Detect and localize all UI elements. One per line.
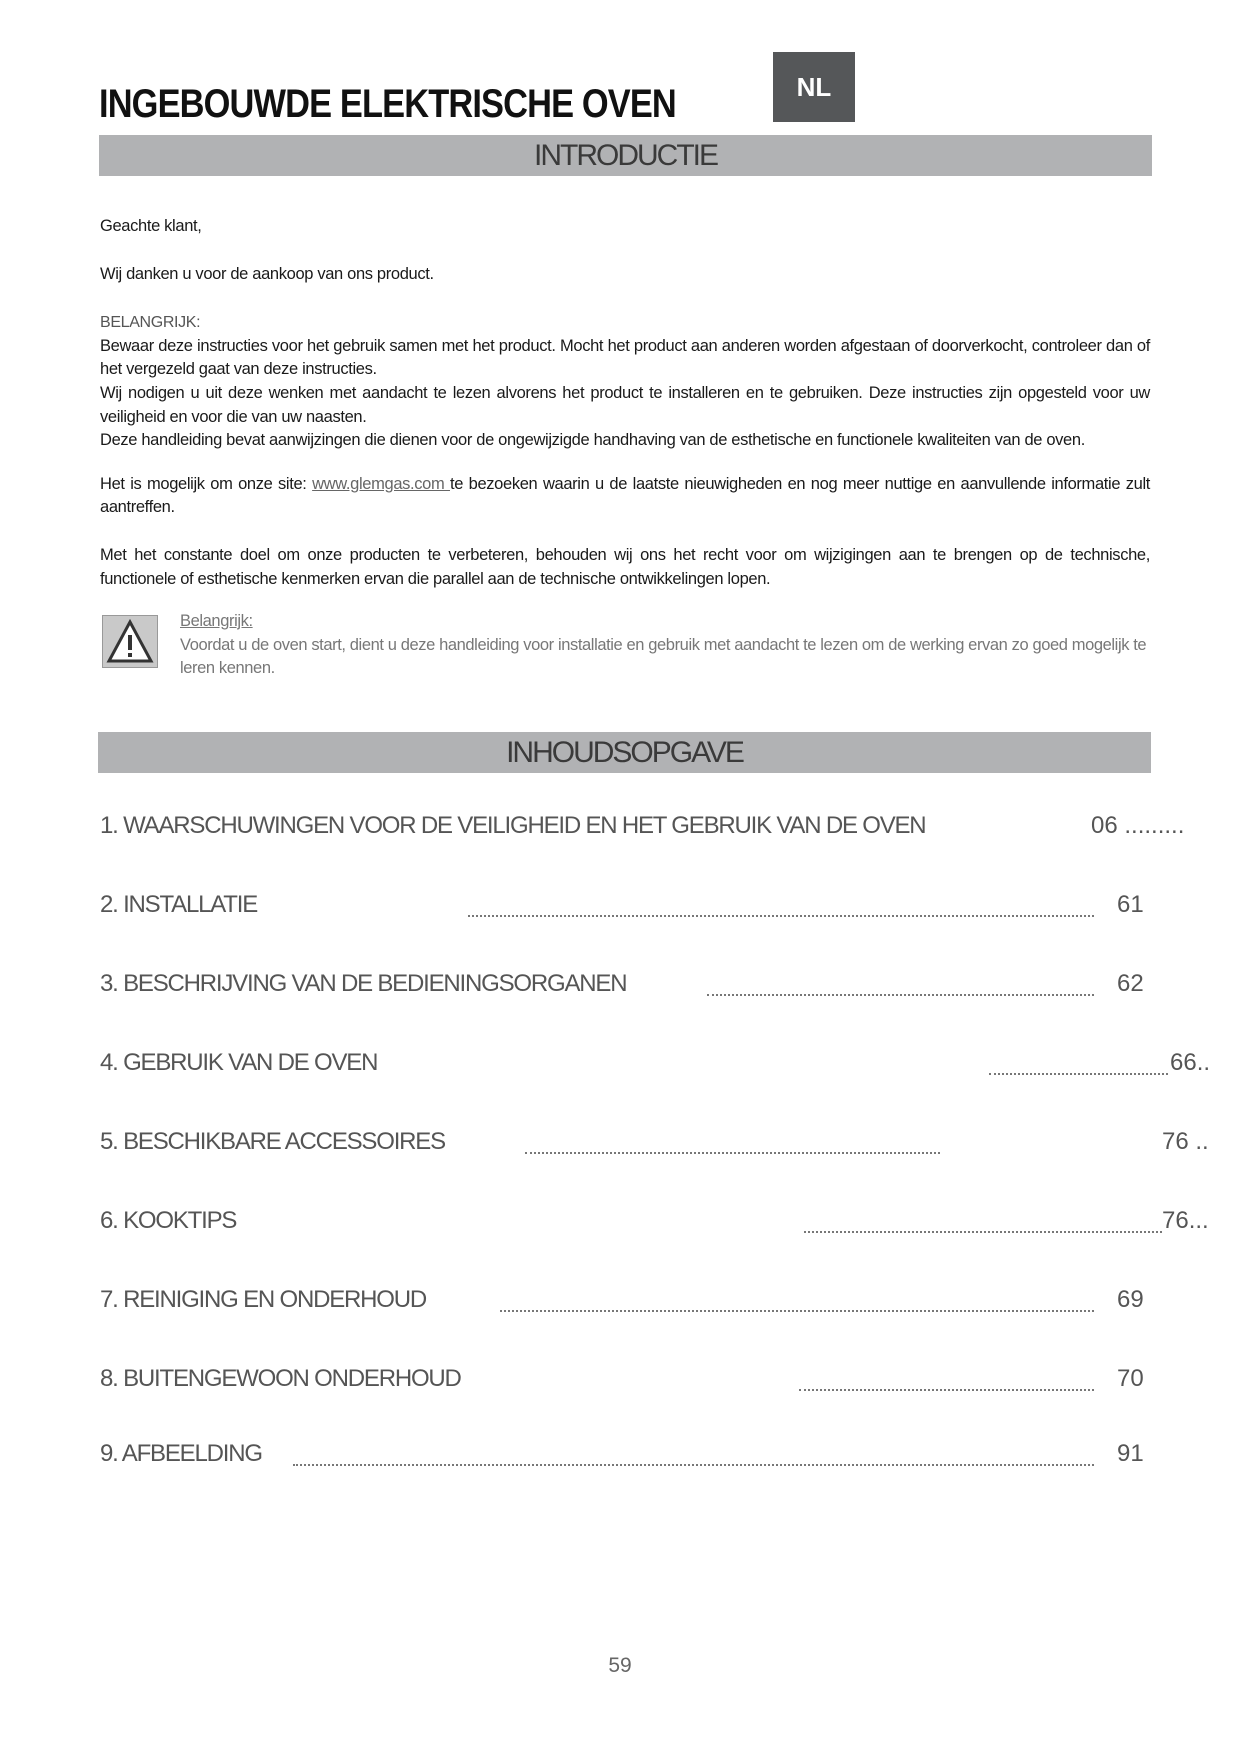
toc-item[interactable] xyxy=(0,1365,1241,1399)
dot-leader xyxy=(989,1073,1168,1075)
toc-item-label: 1. WAARSCHUWINGEN VOOR DE VEILIGHEID EN HET GEBRUIK VAN DE OVEN xyxy=(100,812,926,839)
toc-item[interactable] xyxy=(0,891,1241,925)
warning-note xyxy=(180,610,1150,681)
page-number: 59 xyxy=(608,1654,632,1677)
toc-item-label: 7. REINIGING EN ONDERHOUD xyxy=(100,1286,427,1313)
site-suffix: te bezoeken waarin u de laatste nieuwigheden en nog meer nuttige en aanvullende informatie zult aantreffen. xyxy=(100,474,1151,517)
toc-item-page: 06 ......... xyxy=(1091,812,1185,839)
dot-leader xyxy=(804,1231,1162,1233)
dot-leader xyxy=(525,1152,940,1154)
paragraph-product-changes: Met het constante doel om onze producten te verbeteren, behouden wij ons het recht voor om wijzigingen aan te brengen op de technische, functionele of esthetische kenmerken ervan die parallel aan de technische ontwikkelingen lopen. xyxy=(100,545,1150,588)
toc-item[interactable] xyxy=(0,1207,1241,1241)
toc-item-page: 76... xyxy=(1162,1207,1209,1234)
warning-text: Voordat u de oven start, dient u deze handleiding voor installatie en gebruik met aandacht te lezen om de werking ervan zo goed mogelijk te leren kennen. xyxy=(180,635,1147,678)
warning-label: Belangrijk: xyxy=(180,612,253,630)
toc-item-label: 4. GEBRUIK VAN DE OVEN xyxy=(100,1049,378,1076)
toc-item-label: 9. AFBEELDING xyxy=(100,1440,262,1467)
toc-item-page: 69 xyxy=(1117,1286,1144,1313)
toc-item-page: 91 xyxy=(1117,1440,1144,1467)
toc-item-page: 76 .. xyxy=(1162,1128,1209,1155)
toc-item-page: 70 xyxy=(1117,1365,1144,1392)
important-label: BELANGRIJK: xyxy=(100,314,201,332)
website-link[interactable]: www.glemgas.com xyxy=(312,474,450,493)
paragraph-website xyxy=(100,473,1150,520)
paragraph-keep-instructions: Bewaar deze instructies voor het gebruik samen met het product. Mocht het product aan anderen worden afgestaan of doorverkocht, controleer dan of het vergezeld gaat van deze instructies. xyxy=(100,336,1150,379)
language-badge: NL xyxy=(773,52,855,122)
toc-item[interactable] xyxy=(0,812,1241,846)
toc-item-page: 66.. xyxy=(1170,1049,1211,1076)
greeting: Geachte klant, xyxy=(100,217,202,235)
toc-item[interactable] xyxy=(0,1286,1241,1320)
toc-item[interactable] xyxy=(0,1128,1241,1162)
section-header-introductie: INTRODUCTIE xyxy=(99,135,1152,176)
dot-leader xyxy=(468,915,1094,917)
section-header-inhoudsopgave: INHOUDSOPGAVE xyxy=(98,732,1151,773)
dot-leader xyxy=(293,1464,1094,1466)
toc-item-label: 2. INSTALLATIE xyxy=(100,891,258,918)
toc-item[interactable] xyxy=(0,1049,1241,1083)
toc-item-label: 5. BESCHIKBARE ACCESSOIRES xyxy=(100,1128,445,1155)
toc-item-label: 6. KOOKTIPS xyxy=(100,1207,237,1234)
toc-item-page: 61 xyxy=(1117,891,1144,918)
dot-leader xyxy=(500,1310,1094,1312)
intro-text xyxy=(100,215,1150,591)
warning-icon xyxy=(102,615,158,668)
paragraph-manual-contents: Deze handleiding bevat aanwijzingen die dienen voor de ongewijzigde handhaving van de esthetische en functionele kwaliteiten van de oven. xyxy=(100,431,1085,450)
site-prefix: Het is mogelijk om onze site: xyxy=(100,474,313,493)
dot-leader xyxy=(799,1389,1094,1391)
paragraph-read-carefully: Wij nodigen u uit deze wenken met aandacht te lezen alvorens het product te installeren en te gebruiken. Deze instructies zijn opgesteld voor uw veiligheid en voor die van uw naasten. xyxy=(100,383,1150,426)
document-title: INGEBOUWDE ELEKTRISCHE OVEN xyxy=(99,82,676,126)
thanks-text: Wij danken u voor de aankoop van ons product. xyxy=(100,264,434,283)
toc-item[interactable] xyxy=(0,1440,1241,1474)
toc-item-label: 8. BUITENGEWOON ONDERHOUD xyxy=(100,1365,461,1392)
toc-item-page: 62 xyxy=(1117,970,1144,997)
toc-item[interactable] xyxy=(0,970,1241,1004)
toc-item-label: 3. BESCHRIJVING VAN DE BEDIENINGSORGANEN xyxy=(100,970,627,997)
dot-leader xyxy=(707,994,1094,996)
